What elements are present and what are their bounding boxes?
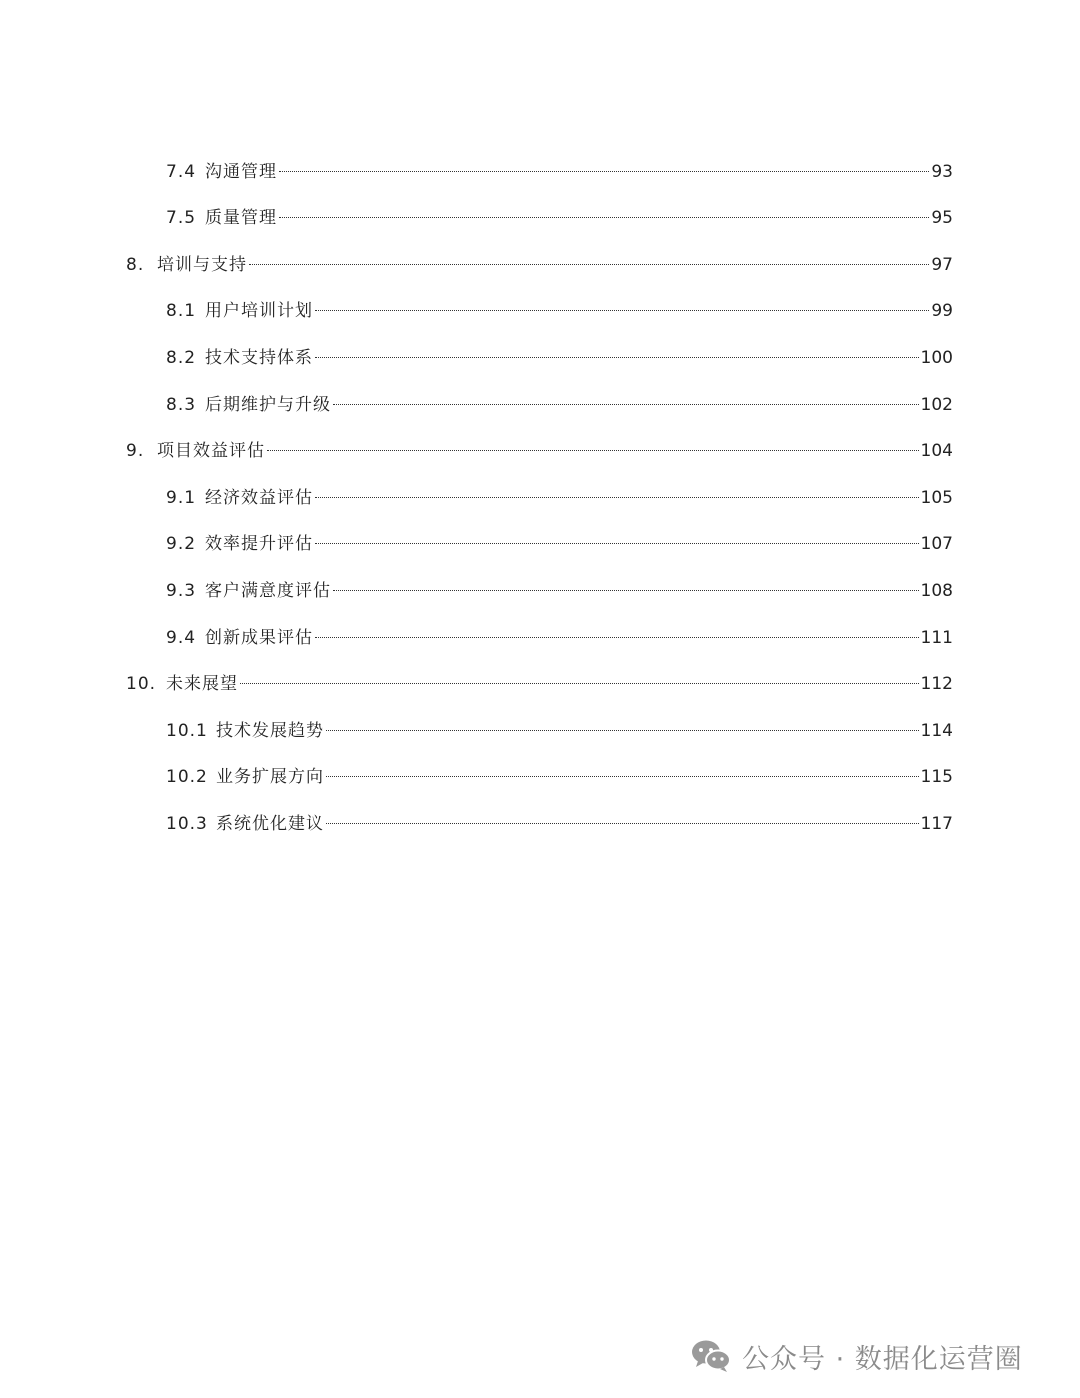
- toc-number: 8.3: [166, 395, 197, 415]
- toc-entry[interactable]: [126, 250, 953, 280]
- toc-page-number: 105: [920, 488, 953, 508]
- toc-page-number: 93: [931, 162, 953, 182]
- toc-page-number: 100: [920, 348, 953, 368]
- toc-title: 未来展望: [166, 674, 238, 694]
- toc-leader: [249, 264, 929, 265]
- toc-entry[interactable]: [166, 716, 953, 746]
- toc-title: 客户满意度评估: [205, 581, 331, 601]
- toc-title: 经济效益评估: [205, 488, 313, 508]
- toc-page-number: 97: [931, 255, 953, 275]
- watermark-text: 公众号 · 数据化运营圈: [742, 1343, 1023, 1375]
- toc-entry[interactable]: [126, 436, 953, 466]
- toc-title: 项目效益评估: [157, 441, 265, 461]
- toc-leader: [240, 683, 919, 684]
- toc-leader: [315, 310, 929, 311]
- toc-page-number: 102: [920, 395, 953, 415]
- toc-entry[interactable]: [166, 529, 953, 559]
- toc-title: 系统优化建议: [216, 814, 324, 834]
- toc-number: 10.: [126, 674, 157, 694]
- toc-title: 技术发展趋势: [216, 721, 324, 741]
- toc-entry[interactable]: [166, 390, 953, 420]
- toc-leader: [315, 637, 919, 638]
- toc-leader: [315, 497, 919, 498]
- toc-entry[interactable]: [166, 157, 953, 187]
- toc-leader: [326, 823, 919, 824]
- toc-entry[interactable]: [166, 343, 953, 373]
- toc-number: 9.4: [166, 628, 197, 648]
- toc-number: 9.1: [166, 488, 197, 508]
- toc-page-number: 112: [920, 674, 953, 694]
- toc-title: 业务扩展方向: [216, 767, 324, 787]
- toc-number: 8.1: [166, 301, 197, 321]
- toc-title: 用户培训计划: [205, 301, 313, 321]
- toc-number: 9.3: [166, 581, 197, 601]
- toc-leader: [326, 730, 919, 731]
- toc-number: 10.3: [166, 814, 208, 834]
- toc-title: 培训与支持: [157, 255, 247, 275]
- toc-page-number: 115: [920, 767, 953, 787]
- toc-number: 7.5: [166, 208, 197, 228]
- toc-page-number: 108: [920, 581, 953, 601]
- toc-entry[interactable]: [166, 576, 953, 606]
- toc-title: 效率提升评估: [205, 534, 313, 554]
- toc-leader: [333, 404, 919, 405]
- toc-page-number: 117: [920, 814, 953, 834]
- toc-page-number: 104: [920, 441, 953, 461]
- toc-page-number: 99: [931, 301, 953, 321]
- toc-leader: [333, 590, 919, 591]
- watermark: [690, 1336, 1023, 1376]
- toc-title: 沟通管理: [205, 162, 277, 182]
- toc-leader: [315, 543, 919, 544]
- toc-entry[interactable]: [126, 669, 953, 699]
- toc-number: 7.4: [166, 162, 197, 182]
- toc-title: 质量管理: [205, 208, 277, 228]
- toc-number: 9.: [126, 441, 145, 461]
- toc-entry[interactable]: [166, 296, 953, 326]
- toc-leader: [279, 217, 929, 218]
- toc-title: 创新成果评估: [205, 628, 313, 648]
- wechat-icon: [690, 1338, 732, 1374]
- toc-page-number: 114: [920, 721, 953, 741]
- toc-number: 8.: [126, 255, 145, 275]
- toc-leader: [326, 776, 919, 777]
- toc-entry[interactable]: [166, 762, 953, 792]
- toc-page-number: 111: [920, 628, 953, 648]
- toc-entry[interactable]: [166, 623, 953, 653]
- toc-leader: [267, 450, 919, 451]
- toc-number: 10.2: [166, 767, 208, 787]
- toc-entry[interactable]: [166, 203, 953, 233]
- toc-number: 8.2: [166, 348, 197, 368]
- toc-entry[interactable]: [166, 809, 953, 839]
- toc-page-number: 107: [920, 534, 953, 554]
- toc-number: 9.2: [166, 534, 197, 554]
- toc-title: 技术支持体系: [205, 348, 313, 368]
- toc-leader: [315, 357, 919, 358]
- toc-title: 后期维护与升级: [205, 395, 331, 415]
- toc-entry[interactable]: [166, 483, 953, 513]
- toc-page-number: 95: [931, 208, 953, 228]
- toc-number: 10.1: [166, 721, 208, 741]
- toc-leader: [279, 171, 929, 172]
